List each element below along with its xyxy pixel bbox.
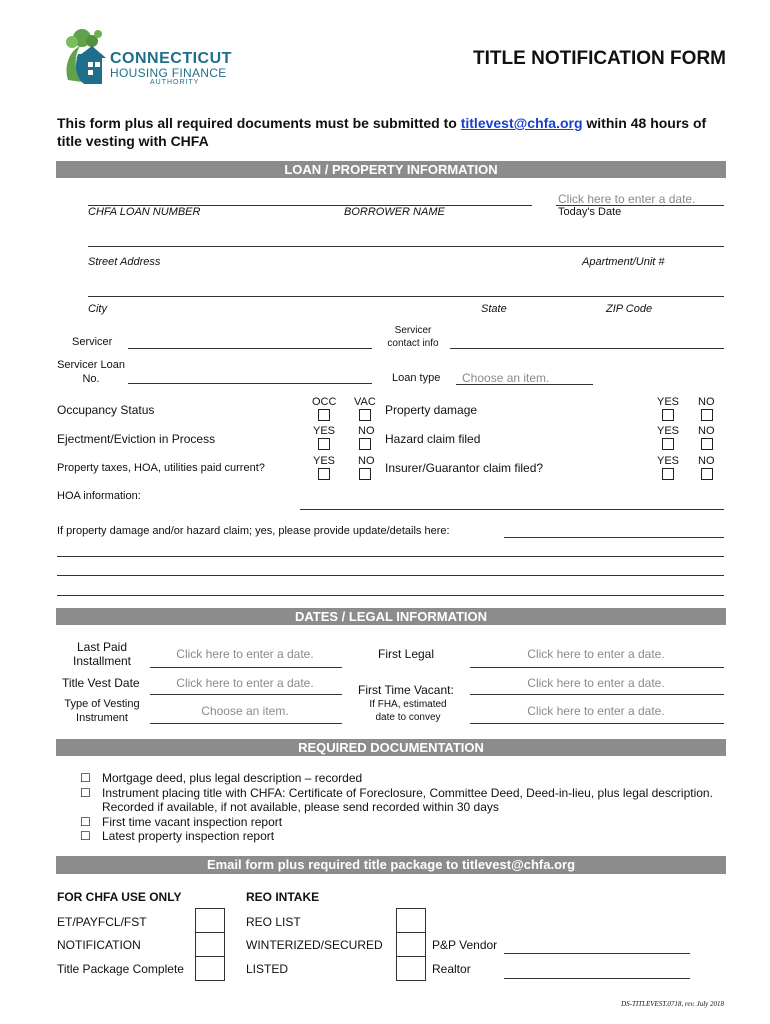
page-title: TITLE NOTIFICATION FORM — [473, 48, 726, 69]
doc-text-1: Instrument placing title with CHFA: Certificate of Foreclosure, Committee Deed, Deed-in-lieu, plus legal description. — [102, 785, 713, 800]
state-label: State — [481, 303, 507, 315]
email-bar: Email form plus required title package to titlevest@chfa.org — [56, 856, 726, 874]
taxes-no-checkbox[interactable] — [359, 468, 371, 480]
doc-checkbox-3[interactable]: ☐ — [80, 814, 91, 829]
last-paid-date-input[interactable]: Click here to enter a date. — [176, 647, 314, 661]
hazard-yes-label: YES — [657, 425, 680, 437]
hoa-info-label: HOA information: — [57, 490, 141, 502]
insurer-yes-checkbox[interactable] — [662, 468, 674, 480]
doc-text-0: Mortgage deed, plus legal description – recorded — [102, 771, 363, 785]
reo-intake-heading: REO INTAKE — [246, 890, 320, 904]
fha-date-line — [470, 723, 724, 724]
type-vesting-line2: Instrument — [76, 712, 128, 724]
damage-yes-label: YES — [657, 396, 680, 408]
chfa-loan-number-label: CHFA LOAN NUMBER — [88, 206, 201, 218]
servicer-label: Servicer — [72, 336, 113, 348]
required-docs-list — [80, 771, 730, 844]
pp-vendor-label: P&P Vendor — [432, 938, 498, 952]
doc-checkbox-1[interactable]: ☐ — [80, 785, 91, 800]
doc-item-3 — [80, 815, 730, 830]
vac-label: VAC — [354, 396, 376, 408]
listed-label: LISTED — [246, 962, 289, 976]
last-paid-line — [150, 667, 342, 668]
doc-text-4: Latest property inspection report — [102, 829, 275, 843]
ejectment-label: Ejectment/Eviction in Process — [57, 432, 216, 446]
damage-details-line-3[interactable] — [57, 595, 724, 596]
zip-label: ZIP Code — [606, 303, 653, 315]
insurer-yes-label: YES — [657, 455, 680, 467]
servicer-contact-line[interactable] — [450, 348, 724, 349]
first-legal-date-input[interactable]: Click here to enter a date. — [527, 647, 665, 661]
intro-text — [57, 114, 717, 150]
loan-type-label: Loan type — [392, 372, 441, 384]
first-legal-line — [470, 667, 724, 668]
hazard-no-label: NO — [698, 425, 715, 437]
intro-before: This form plus all required documents must be submitted to — [57, 115, 457, 131]
servicer-line[interactable] — [128, 348, 372, 349]
vesting-instrument-line — [150, 723, 342, 724]
footer-revision: DS-TITLEVEST.0718, rev. July 2018 — [621, 1000, 724, 1008]
house-tree-logo-icon — [62, 28, 108, 86]
ejectment-yes-checkbox[interactable] — [318, 438, 330, 450]
first-vacant-line — [470, 694, 724, 695]
vesting-instrument-select[interactable]: Choose an item. — [201, 704, 289, 718]
last-paid-line2: Installment — [72, 654, 132, 668]
occupancy-status-label: Occupancy Status — [57, 403, 155, 417]
ejectment-no-checkbox[interactable] — [359, 438, 371, 450]
chfa-logo — [62, 28, 252, 90]
property-damage-label: Property damage — [385, 403, 478, 417]
taxes-yes-label: YES — [313, 455, 336, 467]
servicer-loan-line[interactable] — [128, 383, 372, 384]
intro-after: within 48 hours of title vesting with CHFA — [57, 115, 707, 149]
first-legal-label: First Legal — [378, 647, 435, 661]
doc-item-4 — [80, 829, 730, 844]
damage-yes-checkbox[interactable] — [662, 409, 674, 421]
reo-list-label: REO LIST — [246, 915, 301, 929]
dates-legal-heading: DATES / LEGAL INFORMATION — [56, 608, 726, 625]
todays-date-label: Today's Date — [558, 206, 622, 218]
insurer-no-label: NO — [698, 455, 715, 467]
insurer-claim-label: Insurer/Guarantor claim filed? — [385, 461, 544, 475]
fha-line2: date to convey — [375, 712, 441, 723]
fha-line1: If FHA, estimated — [369, 699, 447, 710]
damage-no-checkbox[interactable] — [701, 409, 713, 421]
title-vest-date-input[interactable]: Click here to enter a date. — [176, 676, 314, 690]
logo-line-3: AUTHORITY — [150, 79, 200, 86]
doc-item-0 — [80, 771, 730, 786]
damage-no-label: NO — [698, 396, 715, 408]
doc-text-3: First time vacant inspection report — [102, 814, 283, 829]
doc-checkbox-0[interactable]: ☐ — [80, 771, 91, 785]
logo-line-1: CONNECTICUT — [110, 50, 232, 67]
servicer-loan-label — [54, 358, 128, 386]
type-vesting-line1: Type of Vesting — [64, 698, 140, 710]
servicer-contact-label — [378, 324, 448, 350]
damage-details-line-2[interactable] — [57, 575, 724, 576]
property-taxes-label: Property taxes, HOA, utilities paid current? — [57, 462, 265, 474]
reo-checkbox-column[interactable] — [396, 908, 426, 981]
intro-email-link[interactable]: titlevest@chfa.org — [460, 115, 583, 131]
pp-vendor-line[interactable] — [504, 953, 690, 954]
hazard-yes-checkbox[interactable] — [662, 438, 674, 450]
winterized-label: WINTERIZED/SECURED — [246, 938, 383, 952]
borrower-name-label: BORROWER NAME — [344, 206, 445, 218]
occ-label: OCC — [312, 396, 337, 408]
loan-type-line — [456, 384, 593, 385]
chfa-use-heading: FOR CHFA USE ONLY — [57, 890, 182, 904]
realtor-label: Realtor — [432, 962, 471, 976]
realtor-line[interactable] — [504, 978, 690, 979]
et-label: ET/PAYFCL/FST — [57, 915, 147, 929]
ejectment-no-label: NO — [358, 425, 375, 437]
hoa-info-line[interactable] — [300, 509, 724, 510]
required-docs-heading: REQUIRED DOCUMENTATION — [56, 739, 726, 756]
last-paid-label — [58, 640, 146, 668]
taxes-yes-checkbox[interactable] — [318, 468, 330, 480]
servicer-loan-line1: Servicer Loan — [57, 359, 125, 371]
first-vacant-date-input[interactable]: Click here to enter a date. — [527, 676, 665, 690]
title-package-label: Title Package Complete — [57, 962, 184, 976]
vac-checkbox[interactable] — [359, 409, 371, 421]
damage-details-label: If property damage and/or hazard claim; yes, please provide update/details here: — [57, 525, 450, 537]
hazard-claim-label: Hazard claim filed — [385, 432, 481, 446]
ejectment-yes-label: YES — [313, 425, 336, 437]
hazard-no-checkbox[interactable] — [701, 438, 713, 450]
servicer-contact-line1: Servicer — [394, 325, 432, 336]
doc-item-1 — [80, 786, 730, 801]
taxes-no-label: NO — [358, 455, 375, 467]
loan-property-heading: LOAN / PROPERTY INFORMATION — [56, 161, 726, 178]
title-vest-line — [150, 694, 342, 695]
doc-checkbox-4[interactable]: ☐ — [80, 829, 91, 843]
doc-item-2 — [80, 800, 730, 815]
servicer-contact-line2: contact info — [387, 338, 439, 349]
servicer-loan-line2: No. — [82, 373, 100, 385]
street-address-line[interactable] — [88, 246, 724, 247]
city-label: City — [88, 303, 107, 315]
occ-checkbox[interactable] — [318, 409, 330, 421]
todays-date-input[interactable]: Click here to enter a date. — [558, 192, 696, 206]
damage-details-line-1[interactable] — [57, 556, 724, 557]
notification-label: NOTIFICATION — [57, 938, 141, 952]
doc-text-2: Recorded if available, if not available, please send recorded within 30 days — [102, 800, 499, 814]
apartment-unit-label: Apartment/Unit # — [582, 256, 665, 268]
loan-type-select[interactable]: Choose an item. — [462, 371, 550, 385]
first-time-vacant-label: First Time Vacant: — [358, 683, 454, 697]
fha-date-input[interactable]: Click here to enter a date. — [527, 704, 665, 718]
type-vesting-label — [58, 697, 146, 725]
chfa-use-checkbox-column[interactable] — [195, 908, 225, 981]
street-address-label: Street Address — [88, 256, 161, 268]
damage-details-line-0[interactable] — [504, 537, 724, 538]
city-state-zip-line[interactable] — [88, 296, 724, 297]
title-vest-date-label: Title Vest Date — [62, 676, 140, 690]
last-paid-line1: Last Paid — [76, 640, 128, 654]
logo-line-2: HOUSING FINANCE — [110, 66, 227, 80]
fha-label — [360, 698, 456, 724]
insurer-no-checkbox[interactable] — [701, 468, 713, 480]
